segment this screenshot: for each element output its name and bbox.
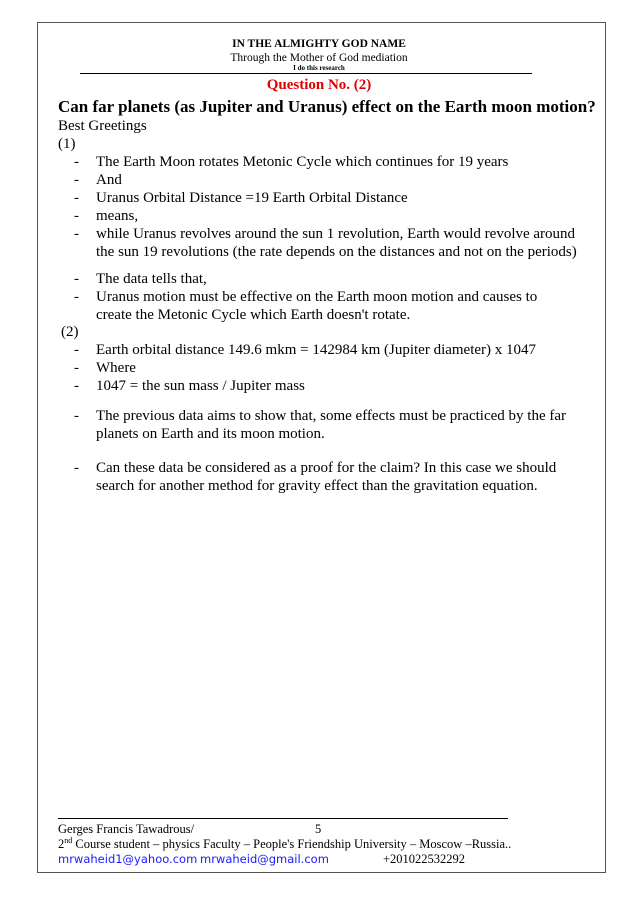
section-1-label: (1) [58, 136, 76, 152]
footer-email-1[interactable]: mrwaheid1@yahoo.com [58, 852, 198, 866]
page-number: 5 [315, 822, 322, 836]
list-item: And [96, 172, 122, 188]
bullet-dash: - [74, 208, 79, 224]
page-border [37, 22, 606, 873]
list-item: Can these data be considered as a proof for the claim? In this case we should [96, 460, 557, 476]
list-item: 1047 = the sun mass / Jupiter mass [96, 378, 305, 394]
header-line-2: Through the Mother of God mediation [230, 52, 408, 64]
bullet-dash: - [74, 342, 79, 358]
bullet-dash: - [74, 226, 79, 242]
bullet-dash: - [74, 408, 79, 424]
list-item: Where [96, 360, 136, 376]
list-item-continuation: create the Metonic Cycle which Earth doesn't rotate. [96, 307, 411, 323]
list-item-continuation: search for another method for gravity effect than the gravitation equation. [96, 478, 538, 494]
list-item-continuation: planets on Earth and its moon motion. [96, 426, 325, 442]
course-ordinal: 2 [58, 837, 65, 851]
list-item: The Earth Moon rotates Metonic Cycle which continues for 19 years [96, 154, 509, 170]
footer-email-2[interactable]: mrwaheid@gmail.com [200, 852, 329, 866]
list-item: Earth orbital distance 149.6 mkm = 142984 km (Jupiter diameter) x 1047 [96, 342, 537, 358]
footer-author: Gerges Francis Tawadrous/ [58, 822, 195, 836]
section-2-label: (2) [61, 324, 79, 340]
bullet-dash: - [74, 271, 79, 287]
course-text: Course student – physics Faculty – People's Friendship University – Moscow –Russia.. [72, 837, 512, 851]
bullet-dash: - [74, 460, 79, 476]
bullet-dash: - [74, 154, 79, 170]
bullet-dash: - [74, 172, 79, 188]
question-number: Question No. (2) [266, 77, 372, 93]
bullet-dash: - [74, 378, 79, 394]
list-item: The data tells that, [96, 271, 207, 287]
list-item: Uranus motion must be effective on the Earth moon motion and causes to [96, 289, 538, 305]
list-item: Uranus Orbital Distance =19 Earth Orbital Distance [96, 190, 408, 206]
page-title: Can far planets (as Jupiter and Uranus) effect on the Earth moon motion? [58, 97, 596, 116]
footer-course [58, 837, 511, 852]
footer-phone: +201022532292 [383, 852, 466, 866]
list-item: while Uranus revolves around the sun 1 revolution, Earth would revolve around [96, 226, 576, 242]
header-line-1: IN THE ALMIGHTY GOD NAME [232, 38, 406, 50]
course-suffix: nd [64, 835, 73, 845]
footer-divider [58, 818, 508, 819]
greeting: Best Greetings [58, 118, 147, 134]
bullet-dash: - [74, 360, 79, 376]
header-line-3: I do this research [293, 64, 345, 72]
bullet-dash: - [74, 190, 79, 206]
list-item: The previous data aims to show that, some effects must be practiced by the far [96, 408, 566, 424]
bullet-dash: - [74, 289, 79, 305]
list-item: means, [96, 208, 139, 224]
list-item-continuation: the sun 19 revolutions (the rate depends on the distances and not on the periods) [96, 244, 577, 260]
header-divider [80, 73, 532, 74]
